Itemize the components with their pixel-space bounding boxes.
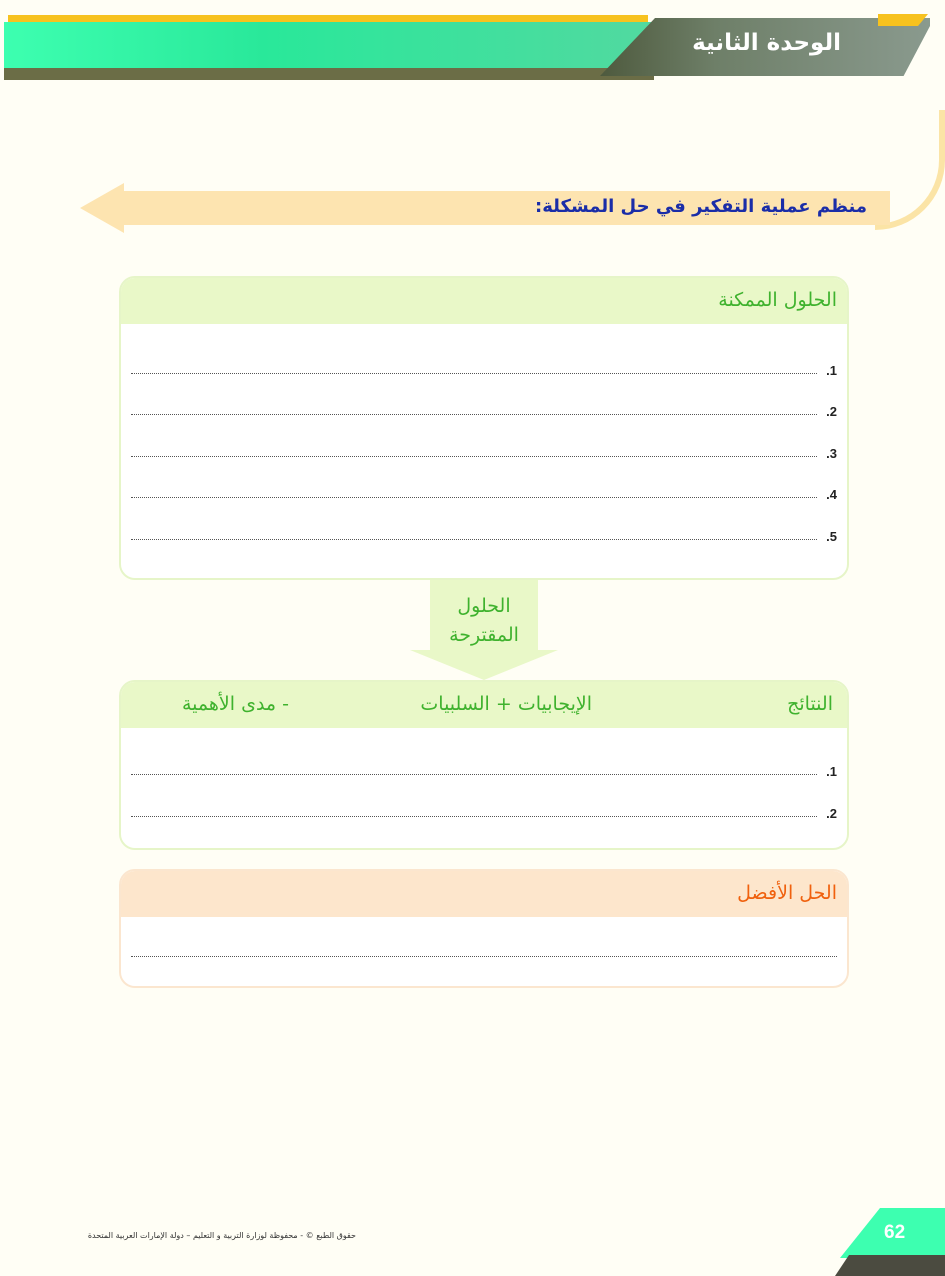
result-line-1[interactable] — [131, 755, 837, 779]
dotted-line — [131, 497, 817, 498]
line-number: 1. — [826, 764, 837, 779]
line-number: 2. — [826, 806, 837, 821]
results-column-label: النتائج — [787, 693, 833, 715]
line-number: 4. — [826, 487, 837, 502]
header-green-band — [4, 22, 654, 69]
dotted-line — [131, 774, 817, 775]
best-solution-header — [121, 871, 847, 917]
best-solution-box — [119, 869, 849, 988]
dotted-line — [131, 414, 817, 415]
line-number: 5. — [826, 529, 837, 544]
header-olive-stripe — [4, 68, 654, 80]
best-solution-line[interactable] — [131, 937, 837, 957]
best-solution-title: الحل الأفضل — [737, 882, 837, 904]
solution-line-1[interactable] — [131, 354, 837, 378]
dotted-line — [131, 539, 817, 540]
pros-cons-column-label: الإيجابيات + السلبيات — [420, 693, 592, 715]
result-line-2[interactable] — [131, 797, 837, 821]
page-number-tab-shadow — [835, 1255, 945, 1276]
line-number: 3. — [826, 446, 837, 461]
solution-line-5[interactable] — [131, 520, 837, 544]
arrow-label-line2: المقترحة — [449, 624, 519, 646]
dotted-line — [131, 373, 817, 374]
solution-line-3[interactable] — [131, 437, 837, 461]
line-number: 1. — [826, 363, 837, 378]
solution-line-2[interactable] — [131, 395, 837, 419]
unit-title: الوحدة الثانية — [692, 30, 841, 56]
section-title: منظم عملية التفكير في حل المشكلة: — [535, 196, 867, 217]
arrow-label-line1: الحلول — [457, 595, 511, 617]
results-header — [121, 682, 847, 728]
possible-solutions-box — [119, 276, 849, 580]
proposed-solutions-label — [410, 592, 558, 650]
possible-solutions-header — [121, 278, 847, 324]
importance-column-label: - مدى الأهمية — [182, 693, 289, 715]
dotted-line — [131, 456, 817, 457]
possible-solutions-title: الحلول الممكنة — [718, 289, 837, 311]
solution-line-4[interactable] — [131, 478, 837, 502]
page-number: 62 — [884, 1222, 906, 1243]
dotted-line — [131, 816, 817, 817]
dotted-line — [131, 956, 837, 957]
results-box — [119, 680, 849, 850]
line-number: 2. — [826, 404, 837, 419]
copyright-text: حقوق الطبع © - محفوظة لوزارة التربية و التعليم – دولة الإمارات العربية المتحدة — [87, 1231, 356, 1240]
